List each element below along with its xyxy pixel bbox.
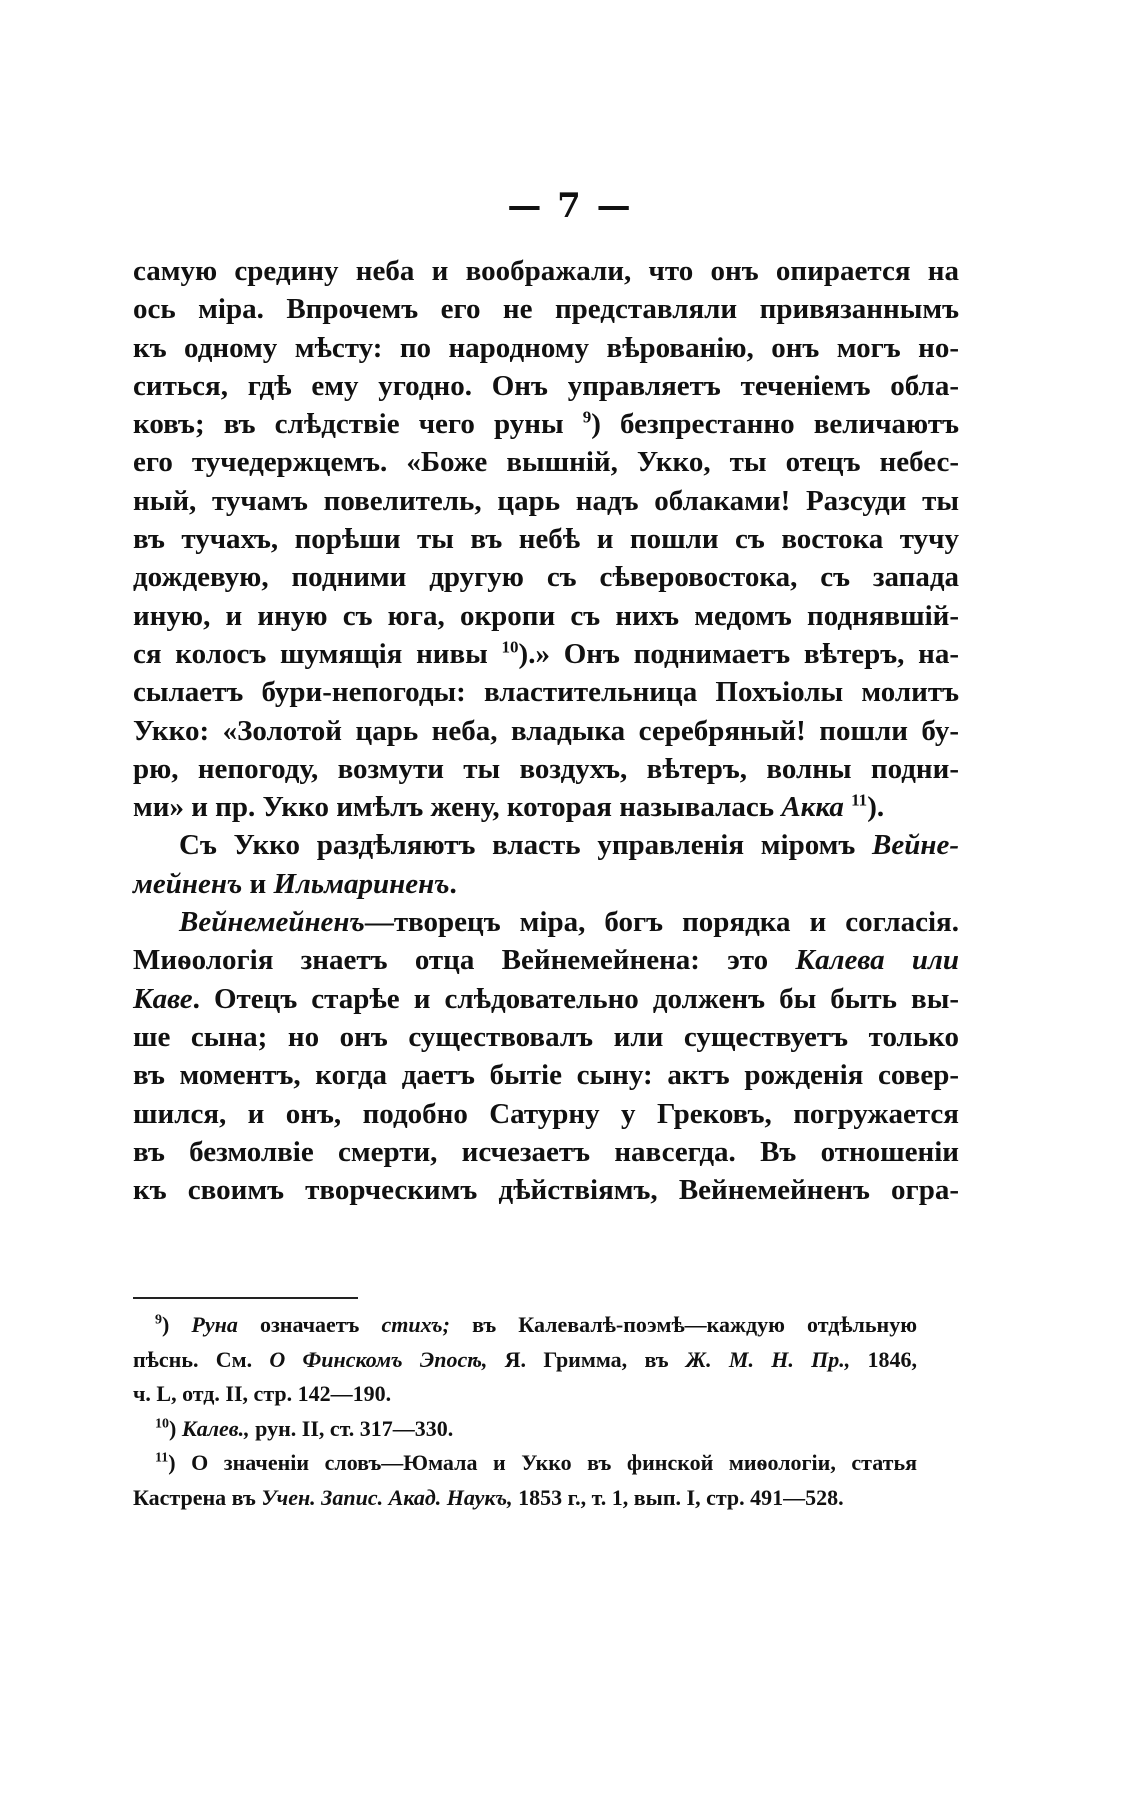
footnotes [133, 1308, 917, 1515]
paragraph-2-line: Съ Укко раздѣляютъ власть управленія міромъ Вейне- [179, 829, 960, 862]
footnote-9-cont: ч. L, отд. II, стр. 142—190. [133, 1381, 392, 1406]
footnote-9-cont: пѣснь. См. О Финскомъ Эпосѣ, Я. Гримма, въ Ж. М. Н. Пр., 1846, [133, 1346, 918, 1372]
paragraph-3-line: ше сына; но онъ существовалъ или существуетъ только [133, 1020, 959, 1053]
paragraph-3-line: въ моментъ, когда даетъ бытіе сыну: актъ рожденія совер- [133, 1059, 959, 1092]
text-line: въ тучахъ, порѣши ты въ небѣ и пошли съ востока тучу [133, 523, 959, 556]
text-line: ковъ; въ слѣдствіе чего руны $^9$) безпрестанно величаютъ [133, 407, 959, 441]
page-number: — 7 — [507, 186, 633, 226]
text-line: ось міра. Впрочемъ его не представляли привязаннымъ [133, 293, 959, 326]
paragraph-3-line: Каве. Отецъ старѣе и слѣдовательно долженъ бы быть вы- [133, 982, 959, 1015]
footnote-divider [133, 1297, 358, 1299]
paragraph-3-line: въ безмолвіе смерти, исчезаетъ навсегда. Въ отношеніи [133, 1135, 959, 1168]
text-line: къ одному мѣсту: по народному вѣрованію, онъ могъ но- [133, 331, 959, 364]
text-line: дождевую, подними другую съ сѣверовостока, съ запада [133, 561, 959, 594]
paragraph-2-line: мейненъ и Ильмариненъ. [133, 867, 457, 900]
footnote-mark-11: 11 [851, 790, 868, 810]
paragraph-3-line: Миѳологія знаетъ отца Вейнемейнена: это Калева или [133, 944, 960, 977]
main-text [133, 252, 959, 1209]
footnote-10: $^{10}$) Калев., рун. II, ст. 317—330. [155, 1415, 454, 1441]
footnote-11: $^{11}$) О значеніи словъ—Юмала и Укко въ финской миѳологіи, статья [155, 1450, 917, 1475]
text-line: ный, тучамъ повелитель, царь надъ облаками! Разсуди ты [133, 484, 959, 517]
text-line: иную, и иную съ юга, окропи съ нихъ медомъ поднявшій- [133, 599, 959, 632]
text-line: Укко: «Золотой царь неба, владыка серебряный! пошли бу- [133, 714, 959, 747]
footnote-11-cont: Кастрена въ Учен. Запис. Акад. Наукъ, 1853 г., т. 1, вып. I, стр. 491—528. [133, 1484, 844, 1510]
footnote-9: $^9$) Руна означаетъ стихъ; въ Калевалѣ-поэмѣ—каждую отдѣльную [155, 1312, 918, 1337]
text-line: рю, непогоду, возмути ты воздухъ, вѣтеръ, волны подни- [133, 752, 959, 785]
paragraph-3-line: къ своимъ творческимъ дѣйствіямъ, Вейнемейненъ огра- [133, 1174, 959, 1207]
text-line: сылаетъ бури-непогоды: властительница Похъіолы молитъ [133, 676, 959, 709]
footnote-mark-9: 9 [582, 407, 592, 427]
text-line: ситься, гдѣ ему угодно. Онъ управляетъ теченіемъ обла- [133, 369, 959, 402]
paragraph-3-line: шился, и онъ, подобно Сатурну у Грековъ, погружается [133, 1097, 959, 1130]
text-line: самую средину неба и воображали, что онъ опирается на [133, 255, 959, 287]
text-line: ми» и пр. Укко имѣлъ жену, которая называлась Акка $^{11}$). [133, 790, 885, 824]
text-line: ся колосъ шумящія нивы $^{10}$).» Онъ поднимаетъ вѣтеръ, на- [133, 637, 959, 670]
paragraph-3-line: Вейнемейненъ—творецъ міра, богъ порядка и согласія. [179, 906, 959, 939]
text-line: его тучедержцемъ. «Боже вышній, Укко, ты отецъ небес- [133, 446, 959, 479]
footnote-mark-10: 10 [501, 637, 519, 657]
